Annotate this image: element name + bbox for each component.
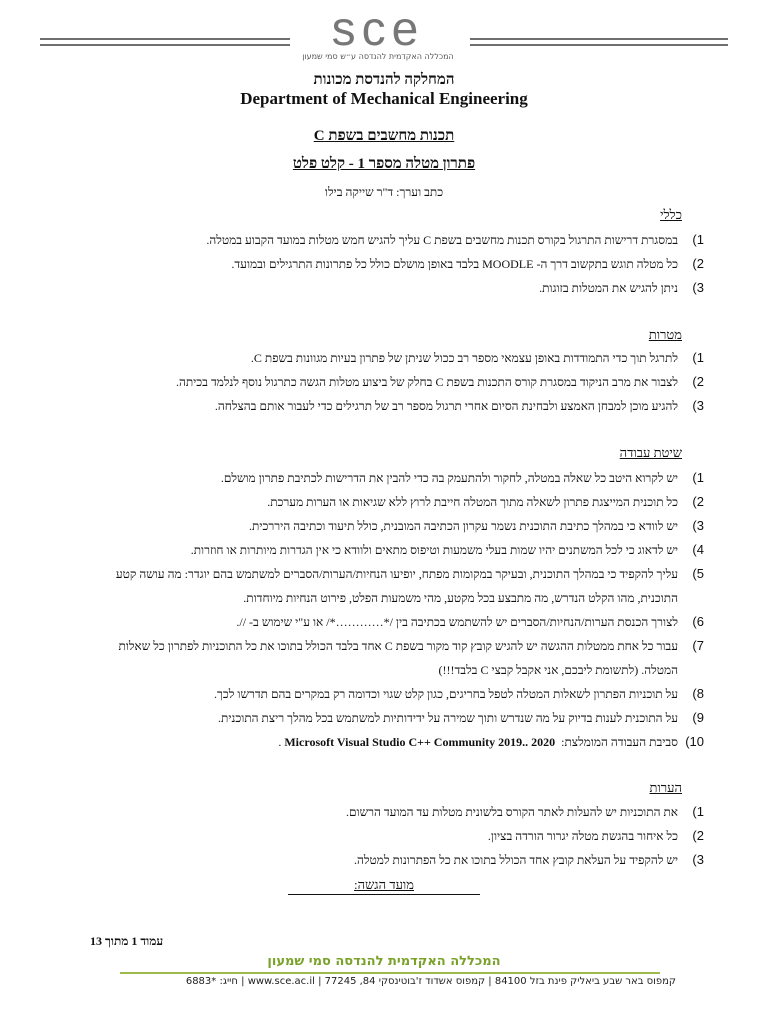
method-item-6 (84, 610, 704, 634)
header-rule-right-2 (470, 44, 728, 46)
section-title-method: שיטת עבודה (619, 445, 682, 460)
section-title-general: כללי (660, 207, 682, 222)
method-item-7 (84, 634, 704, 682)
method-item-8 (84, 682, 704, 706)
item-text: עליך להקפיד כי במהלך התוכנית, ובעיקר במקומות מפתח, יופיעו הנחיות/הערות/הסברים למשתמש בהם יוגדר: מה עושה קטע התוכנית, מהו הקלט הנדרש, מה מתבצע בכל מקטע, מהי משמעות הפלט, פירוט הנחיות מיוחדות. (115, 567, 678, 605)
course-title: תכנות מחשבים בשפת C (313, 128, 455, 144)
item-number: 3) (692, 518, 704, 533)
general-item-1 (84, 228, 704, 252)
item-text: כל מטלה תוגש בתקשוב דרך ה- MOODLE בלבד באופן מושלם כולל כל פתרונות התרגילים ובמועד. (231, 257, 678, 271)
general-item-3 (84, 276, 704, 300)
department-english: Department of Mechanical Engineering (240, 89, 528, 108)
method-item-2 (84, 490, 704, 514)
header-rule-right-1 (470, 38, 728, 40)
logo-subtitle: המכללה האקדמית להנדסה ע״ש סמי שמעון (302, 52, 454, 61)
item-number: 2) (692, 494, 704, 509)
item-text-environment: Microsoft Visual Studio C++ Community 2019.. 2020 (284, 735, 556, 749)
item-text: על התוכנית לענות בדיוק על מה שנדרש ותוך שמירה על ידידותיות למשתמש בכל מהלך ריצת התוכנית. (218, 711, 678, 725)
item-number: 2) (692, 828, 704, 843)
section-title-notes: הערות (649, 780, 682, 795)
method-item-5 (84, 562, 704, 610)
page-header (0, 0, 768, 66)
item-text: כל איחור בהגשת מטלה יגרור הורדה בציון. (487, 829, 678, 843)
item-number: 1) (692, 232, 704, 247)
header-rule-left-2 (40, 44, 290, 46)
item-number: 2) (692, 256, 704, 271)
assignment-title: פתרון מטלה מספר 1 - קלט פלט (292, 156, 476, 172)
item-text: על תוכניות הפתרון לשאלות המטלה לטפל בחריגים, כגון קלט שגוי וכדומה רק במקרים בהם תדרשו לכך. (214, 687, 678, 701)
method-item-3 (84, 514, 704, 538)
logo-mark: sce (331, 3, 425, 56)
item-text: לצבור את מרב הניקוד במסגרת קורס התכנות בשפת C בחלק של ביצוע מטלות הגשה כתרגול נוסף לנלמד בכיתה. (175, 375, 678, 389)
item-text: במסגרת דרישות התרגול בקורס תכנות מחשבים בשפת C עליך להגיש חמש מטלות במועד הקבוע במטלה. (206, 233, 678, 247)
item-text: יש להקפיד על העלאת קובץ אחד הכולל בתוכו את כל הפתרונות למטלה. (353, 853, 678, 867)
notes-item-1 (84, 800, 704, 824)
item-number: 8) (692, 686, 704, 701)
item-number: 6) (692, 614, 704, 629)
item-number: 3) (692, 280, 704, 295)
item-number: 9) (692, 710, 704, 725)
item-text: לתרגל תוך כדי התמודדות באופן עצמאי מספר רב ככול שניתן של פתרון בעיות מגוונות בשפת C. (250, 351, 678, 365)
method-item-1 (84, 466, 704, 490)
item-text: יש לוודא כי במהלך כתיבת התוכנית נשמר עקרון הכתיבה המובנית, כולל תיעוד וכתיבה היררכית. (249, 519, 678, 533)
item-number: 3) (692, 398, 704, 413)
goals-item-3 (84, 394, 704, 418)
footer-divider (120, 972, 660, 974)
item-number: 7) (692, 638, 704, 653)
item-text: להגיע מוכן למבחן האמצע ולבחינת הסיום אחרי תרגול מספר רב של תרגילים כדי לעבור אותם בהצלחה. (214, 399, 678, 413)
item-text: כל תוכנית המייצגת פתרון לשאלה מתוך המטלה חייבת לרוץ ללא שגיאות או הערות מערכת. (267, 495, 678, 509)
item-text: יש לדאוג כי לכל המשתנים יהיו שמות בעלי משמעות וטיפוס מתאים ולוודא כי אין הגדרות מיותרות או חוזרות. (190, 543, 678, 557)
item-text: ניתן להגיש את המטלות בזוגות. (539, 281, 678, 295)
item-text: לצורך הכנסת הערות/הנחיות/הסברים יש להשתמש בכתיבה בין /*…………*/ או ע"י שימוש ב- //. (236, 615, 678, 629)
author-line: כתב וערך: ד"ר שייקה בילו (324, 185, 444, 199)
item-number: 3) (692, 852, 704, 867)
method-item-4 (84, 538, 704, 562)
sce-logo (296, 3, 460, 64)
item-number: 1) (692, 470, 704, 485)
method-item-9 (84, 706, 704, 730)
item-text-prefix: סביבת העבודה המומלצת: (561, 735, 678, 749)
goals-item-1 (84, 346, 704, 370)
header-rule-left-1 (40, 38, 290, 40)
item-number: 1) (692, 804, 704, 819)
notes-item-2 (84, 824, 704, 848)
footer-college-name: המכללה האקדמית להנדסה סמי שמעון (267, 954, 501, 969)
department-hebrew: המחלקה להנדסת מכונות (313, 72, 455, 88)
item-text: עבור כל אחת ממטלות ההגשה יש להגיש קובץ קוד מקור בשפת C אחד בלבד הכולל בתוכו את כל התוכניות לפתרון כל שאלות המטלה. (לתשומת ליבכם, אני אקבל קבצי C בלבד!!!) (118, 639, 678, 677)
item-text: יש לקרוא היטב כל שאלה במטלה, לחקור ולהתעמק בה כדי להבין את הדרישות לכתיבת פתרון מושלם. (220, 471, 678, 485)
item-number: 2) (692, 374, 704, 389)
section-title-goals: מטרות (648, 327, 682, 342)
item-number: 1) (692, 350, 704, 365)
item-number: 5) (692, 566, 704, 581)
page-number: עמוד 1 מתוך 13 (90, 934, 164, 948)
item-text-suffix: . (278, 735, 282, 749)
general-item-2 (84, 252, 704, 276)
method-item-10 (84, 730, 704, 754)
item-text (84, 730, 678, 754)
item-number: 10) (685, 734, 704, 749)
deadline-label: מועד הגשה: (288, 876, 480, 895)
footer-contact: קמפוס באר שבע ביאליק פינת בזל 84100 | קמפוס אשדוד ז'בוטינסקי 84, 77245 | www.sce.ac.il | חייג: *6883 (185, 976, 676, 987)
goals-item-2 (84, 370, 704, 394)
notes-item-3 (84, 848, 704, 872)
item-number: 4) (692, 542, 704, 557)
item-text: את התוכניות יש להעלות לאתר הקורס בלשונית מטלות עד המועד הרשום. (346, 805, 678, 819)
